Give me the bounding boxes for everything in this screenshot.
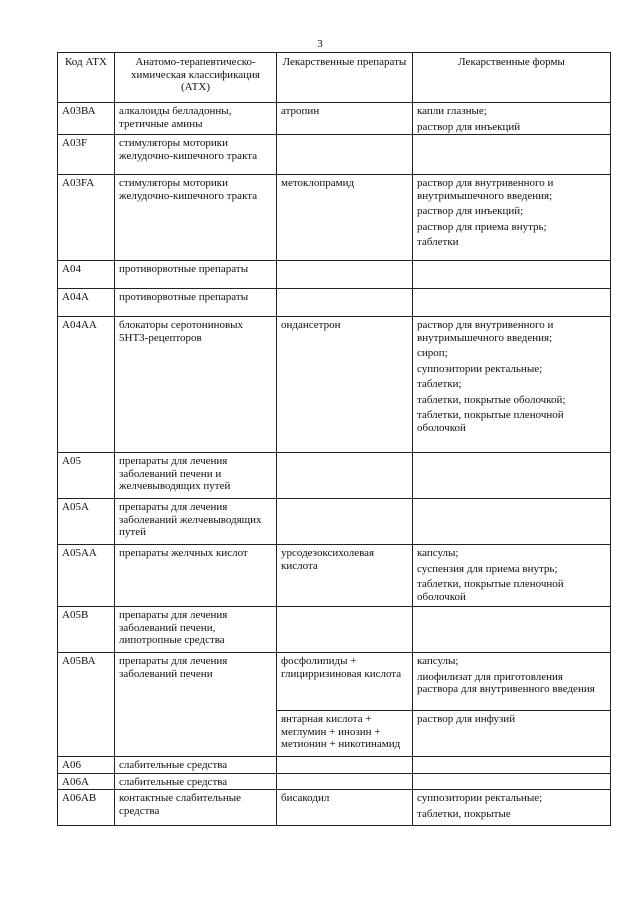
- atx-code: А05: [58, 453, 115, 499]
- table-row: [58, 289, 611, 317]
- drug-name: [277, 453, 413, 499]
- atx-classification: блокаторы серотониновых 5НТ3-рецепторов: [115, 317, 277, 453]
- atx-classification: стимуляторы моторики желудочно-кишечного тракта: [115, 175, 277, 261]
- drug-forms: [413, 653, 611, 711]
- page-number: 3: [317, 38, 323, 50]
- atx-code: А04: [58, 261, 115, 289]
- atx-code: А05АА: [58, 545, 115, 607]
- drug-name: атропин: [277, 103, 413, 135]
- table-row: [58, 757, 611, 774]
- atx-code: А06АВ: [58, 790, 115, 826]
- table-row: [58, 175, 611, 261]
- drug-form-item: суппозитории ректальные;: [417, 362, 543, 375]
- drug-forms: [413, 175, 611, 261]
- atx-code: А04АА: [58, 317, 115, 453]
- atx-classification: препараты для лечения заболеваний печени, липотропные средства: [115, 607, 277, 653]
- drug-forms: [413, 103, 611, 135]
- atx-code: А03ВА: [58, 103, 115, 135]
- drug-name: [277, 773, 413, 790]
- atx-classification: слабительные средства: [115, 757, 277, 774]
- drug-form-item: таблетки;: [417, 378, 462, 390]
- table-row: [58, 103, 611, 135]
- drug-forms: [413, 499, 611, 545]
- table-row: [58, 545, 611, 607]
- atx-code: А03F: [58, 135, 115, 175]
- drug-forms: [413, 261, 611, 289]
- atx-classification: контактные слабительные средства: [115, 790, 277, 826]
- drug-forms: [413, 545, 611, 607]
- drug-form-item: раствор для инъекций;: [417, 205, 524, 217]
- drug-name: фосфолипиды + глицирризиновая кислота: [277, 653, 413, 711]
- drug-forms: [413, 773, 611, 790]
- drug-form-item: сироп;: [417, 347, 448, 359]
- drug-forms: [413, 135, 611, 175]
- drug-form-item: таблетки: [417, 236, 459, 248]
- drug-form-item: капсулы;: [417, 547, 459, 559]
- atx-code: А03FA: [58, 175, 115, 261]
- drug-name: ондансетрон: [277, 317, 413, 453]
- atx-classification: стимуляторы моторики желудочно-кишечного тракта: [115, 135, 277, 175]
- drug-form-item: капли глазные;: [417, 105, 487, 117]
- drug-form-item: суспензия для приема внутрь;: [417, 562, 558, 575]
- atx-table: [57, 52, 611, 826]
- drug-forms: [413, 711, 611, 757]
- atx-classification: противорвотные препараты: [115, 261, 277, 289]
- atx-code: А05А: [58, 499, 115, 545]
- atx-code: А06А: [58, 773, 115, 790]
- drug-form-item: раствор для инфузий: [417, 713, 516, 725]
- atx-code: А06: [58, 757, 115, 774]
- table-row: [58, 135, 611, 175]
- drug-form-item: суппозитории ректальные;: [417, 792, 543, 804]
- drug-name: [277, 289, 413, 317]
- drug-form-item: капсулы;: [417, 655, 459, 667]
- drug-form-item: раствор для приема внутрь;: [417, 220, 547, 233]
- table-row: [58, 261, 611, 289]
- table-body: [58, 103, 611, 826]
- atx-classification: алкалоиды белладонны, третичные амины: [115, 103, 277, 135]
- table-row: [58, 607, 611, 653]
- drug-name: янтарная кислота + меглумин + инозин + метионин + никотинамид: [277, 711, 413, 757]
- header-forms: Лекарственные формы: [413, 53, 611, 103]
- drug-forms: [413, 317, 611, 453]
- atx-code: А05ВА: [58, 653, 115, 757]
- drug-name: метоклопрамид: [277, 175, 413, 261]
- table-row: [58, 653, 611, 711]
- atx-classification: препараты для лечения заболеваний печени и желчевыводящих путей: [115, 453, 277, 499]
- drug-forms: [413, 790, 611, 826]
- atx-classification: препараты для лечения заболеваний печени: [115, 653, 277, 757]
- drug-name: [277, 261, 413, 289]
- table-header-row: [58, 53, 611, 103]
- drug-form-item: лиофилизат для приготовления раствора для внутривенного введения: [417, 670, 595, 695]
- header-classification: Анатомо-терапевтическо-химическая классификация (АТХ): [115, 53, 277, 103]
- drug-name: урсодезоксихолевая кислота: [277, 545, 413, 607]
- drug-forms: [413, 289, 611, 317]
- table-row: [58, 453, 611, 499]
- header-code: Код АТХ: [58, 53, 115, 103]
- drug-form-item: раствор для внутривенного и внутримышечного введения;: [417, 319, 554, 344]
- atx-code: А05В: [58, 607, 115, 653]
- drug-form-item: таблетки, покрытые: [417, 807, 511, 820]
- drug-name: [277, 607, 413, 653]
- atx-classification: противорвотные препараты: [115, 289, 277, 317]
- table-row: [58, 317, 611, 453]
- table-row: [58, 790, 611, 826]
- table-row: [58, 499, 611, 545]
- drug-name: [277, 499, 413, 545]
- header-drugs: Лекарственные препараты: [277, 53, 413, 103]
- atx-classification: препараты желчных кислот: [115, 545, 277, 607]
- table-row: [58, 773, 611, 790]
- drug-name: [277, 757, 413, 774]
- drug-name: [277, 135, 413, 175]
- drug-forms: [413, 607, 611, 653]
- atx-classification: слабительные средства: [115, 773, 277, 790]
- drug-forms: [413, 757, 611, 774]
- drug-form-item: раствор для внутривенного и внутримышечного введения;: [417, 177, 554, 202]
- atx-classification: препараты для лечения заболеваний желчевыводящих путей: [115, 499, 277, 545]
- drug-form-item: раствор для инъекций: [417, 120, 521, 133]
- drug-form-item: таблетки, покрытые пленочной оболочкой: [417, 578, 564, 603]
- drug-form-item: таблетки, покрытые оболочкой;: [417, 393, 566, 406]
- drug-form-item: таблетки, покрытые пленочной оболочкой: [417, 409, 564, 434]
- atx-code: А04А: [58, 289, 115, 317]
- drug-name: бисакодил: [277, 790, 413, 826]
- drug-forms: [413, 453, 611, 499]
